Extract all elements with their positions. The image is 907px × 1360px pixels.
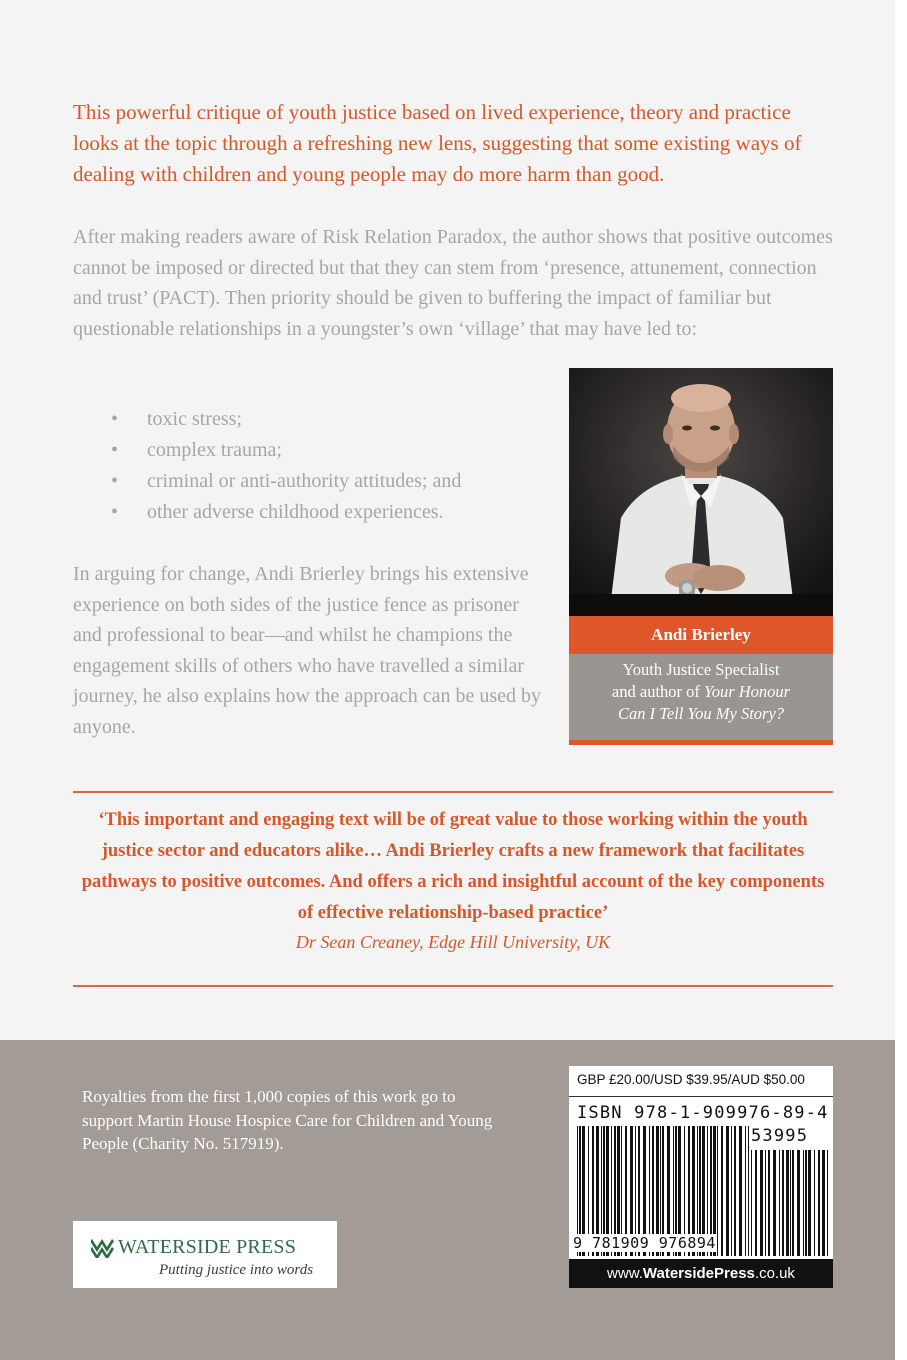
price-label: GBP £20.00/USD $39.95/AUD $50.00 — [577, 1072, 805, 1087]
publisher-tagline: Putting justice into words — [159, 1262, 314, 1278]
barcode-bar — [751, 1150, 752, 1256]
barcode-bar — [790, 1150, 791, 1256]
barcode-bar — [755, 1150, 757, 1256]
barcode-bar — [734, 1126, 736, 1256]
royalties-note: Royalties from the first 1,000 copies of this work go to support Martin House Hospice Care for Children and Young People (Charity No. 517919). — [82, 1087, 493, 1153]
addon-barcode-bars — [751, 1150, 829, 1256]
list-item: • criminal or anti-authority attitudes; and — [73, 466, 553, 497]
author-card — [569, 368, 833, 745]
author-bio: Youth Justice Specialist and author of Your Honour Can I Tell You My Story? — [569, 654, 833, 740]
barcode-bar — [822, 1150, 825, 1256]
bullet-icon: • — [111, 439, 119, 461]
author-card-accent — [569, 740, 833, 745]
publisher-website[interactable]: www.WatersidePress.co.uk — [569, 1259, 833, 1288]
barcode-bar — [792, 1150, 794, 1256]
barcode-bar — [765, 1150, 766, 1256]
author-name: Andi Brierley — [569, 616, 833, 654]
bullet-icon: • — [111, 501, 119, 523]
page-edge — [895, 0, 907, 1360]
ean-number: 9 781909 976894 — [573, 1234, 716, 1252]
barcode-bar — [717, 1126, 718, 1256]
barcode-bar — [808, 1150, 811, 1256]
barcode-bar — [827, 1150, 828, 1256]
barcode-bar — [818, 1150, 820, 1256]
quote-bottom-divider — [73, 985, 833, 987]
list-item: • toxic stress; — [73, 404, 553, 435]
barcode-bar — [731, 1126, 732, 1256]
bullet-icon: • — [111, 408, 119, 430]
waterside-logo-icon — [91, 1236, 115, 1258]
barcode-bar — [726, 1126, 729, 1256]
barcode-bar — [739, 1126, 742, 1256]
barcode-bar — [721, 1126, 723, 1256]
endorsement-attribution: Dr Sean Creaney, Edge Hill University, UK — [295, 932, 611, 952]
barcode-bar — [814, 1150, 815, 1256]
barcode-bar — [748, 1126, 749, 1256]
barcode-panel — [569, 1066, 833, 1288]
author-photo — [569, 368, 833, 616]
barcode-bar — [779, 1150, 780, 1256]
publisher-logo — [73, 1221, 337, 1288]
barcode-bar — [760, 1150, 763, 1256]
barcode-bar — [797, 1150, 800, 1256]
barcode-bar — [773, 1150, 776, 1256]
quote-top-divider — [73, 791, 833, 793]
list-item: • complex trauma; — [73, 435, 553, 466]
price-code: 53995 — [751, 1126, 809, 1146]
barcode-bar — [805, 1150, 807, 1256]
bullet-list — [73, 404, 553, 528]
bullet-icon: • — [111, 470, 119, 492]
description-paragraph: After making readers aware of Risk Relation Paradox, the author shows that positive outcomes cannot be imposed or directed but that they can stem from ‘presence, attunement, connection and trust’ (PACT). Then priority should be given to buffering the impact of familiar but questionable relationships in a youngster’s own ‘village’ that may have led to: — [73, 226, 833, 340]
barcode-bar — [803, 1150, 804, 1256]
barcode-bar — [745, 1126, 746, 1256]
list-item: • other adverse childhood experiences. — [73, 497, 553, 528]
endorsement-quote: ‘This important and engaging text will be of great value to those working within the youth justice sector and educators alike… Andi Brierley crafts a new framework that facilitates pathways to positive outcomes. And offers a rich and insightful account of the key components of effective relationship-based practice’ — [81, 810, 825, 923]
intro-paragraph: This powerful critique of youth justice based on lived experience, theory and practice looks at the topic through a refreshing new lens, suggesting that some existing ways of dealing with children and young people may do more harm than good. — [73, 100, 802, 186]
barcode-bar — [782, 1150, 784, 1256]
publisher-name: WATERSIDE PRESS — [118, 1236, 297, 1258]
price-divider — [569, 1096, 833, 1097]
argument-paragraph: In arguing for change, Andi Brierley brings his extensive experience on both sides of the justice fence as prisoner and professional to bear—and whilst he champions the engagement skills of others who have travelled a similar journey, he also explains how the approach can be used by anyone. — [73, 563, 541, 738]
barcode-bar — [786, 1150, 789, 1256]
isbn-label: ISBN 978-1-909976-89-4 — [577, 1103, 829, 1123]
barcode-bar — [768, 1150, 770, 1256]
